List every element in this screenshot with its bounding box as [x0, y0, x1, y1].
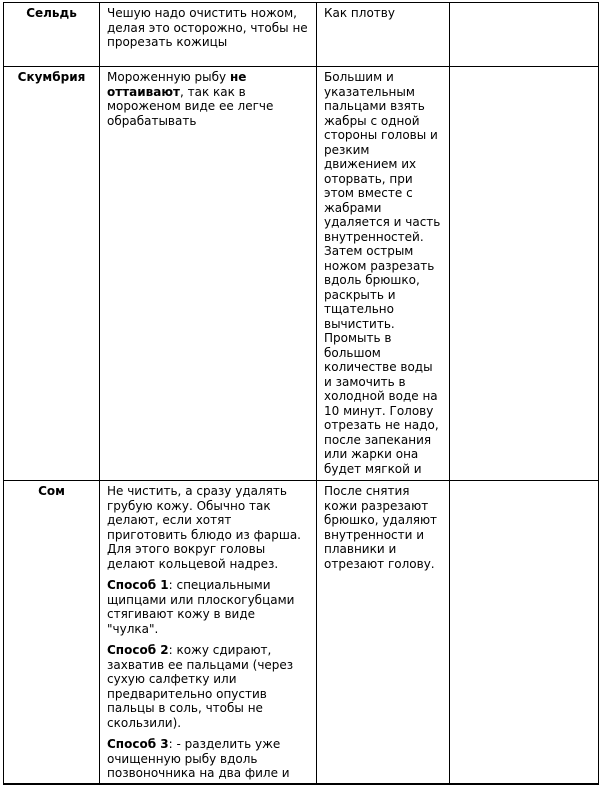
text-segment: Не чистить, а сразу удалять грубую кожу. Обычно так делают, если хотят приготовить блюдо из фарша. Для этого вокруг головы делают кольцевой надрез. [107, 484, 301, 571]
gutting-instructions-cell [317, 67, 450, 481]
bold-text-segment: Способ 1 [107, 578, 169, 592]
paragraph [107, 578, 309, 636]
text-segment: : специальными щипцами или плоскогубцами стягивают кожу в виде "чулка". [107, 578, 295, 636]
text-segment: Большим и указательным пальцами взять жабры с одной стороны головы и резким движением их оторвать, при этом вместе с жабрами удаляется и часть внутренностей. Затем острым ножом разрезать вдоль брюшко, раскрыть и тщательно вычистить. Промыть в большом количестве воды и замочить в холодной воде на 10 минут. Голову отрезать не надо, после запекания или жарки она будет мягкой и [324, 70, 441, 476]
fish-name: Скумбрия [17, 70, 86, 84]
text-segment: : - разделить уже очищенную рыбу вдоль позвоночника на два филе и [107, 737, 290, 780]
bold-text-segment: Способ 2 [107, 643, 169, 657]
cleaning-instructions-cell [100, 481, 317, 785]
table-row [4, 67, 599, 481]
notes-cell [450, 481, 599, 785]
notes-cell [450, 3, 599, 67]
text-segment: Чешую надо очистить ножом, делая это осторожно, чтобы не прорезать кожицы [107, 6, 308, 49]
text-segment: : кожу сдирают, захватив ее пальцами (через сухую салфетку или предварительно опустив пальцы в соль, чтобы не скользили). [107, 643, 294, 730]
table-row [4, 3, 599, 67]
paragraph [107, 737, 309, 780]
text-segment: , так как в мороженом виде ее легче обрабатывать [107, 84, 274, 128]
text-segment: Как плотву [324, 6, 395, 20]
fish-name: Сельдь [26, 6, 77, 20]
notes-cell [450, 67, 599, 481]
fish-name-cell [4, 481, 100, 785]
gutting-instructions-cell [317, 3, 450, 67]
paragraph [107, 6, 309, 50]
cleaning-instructions-cell [100, 3, 317, 67]
fish-name: Сом [38, 484, 65, 498]
gutting-instructions-cell [317, 481, 450, 785]
paragraph [107, 484, 309, 571]
cleaning-instructions-cell [100, 67, 317, 481]
bold-text-segment: не оттаивают [107, 70, 247, 99]
paragraph [324, 484, 442, 571]
paragraph [324, 6, 442, 21]
text-segment: Мороженную рыбу [107, 70, 230, 84]
document-page [0, 2, 600, 795]
text-segment: После снятия кожи разрезают брюшко, удаляют внутренности и плавники и отрезают голову. [324, 484, 438, 571]
paragraph [324, 70, 442, 477]
table-row [4, 481, 599, 785]
fish-name-cell [4, 3, 100, 67]
bold-text-segment: Способ 3 [107, 737, 169, 751]
paragraph [107, 643, 309, 730]
fish-preparation-table [3, 2, 599, 785]
fish-name-cell [4, 67, 100, 481]
paragraph [107, 70, 309, 128]
